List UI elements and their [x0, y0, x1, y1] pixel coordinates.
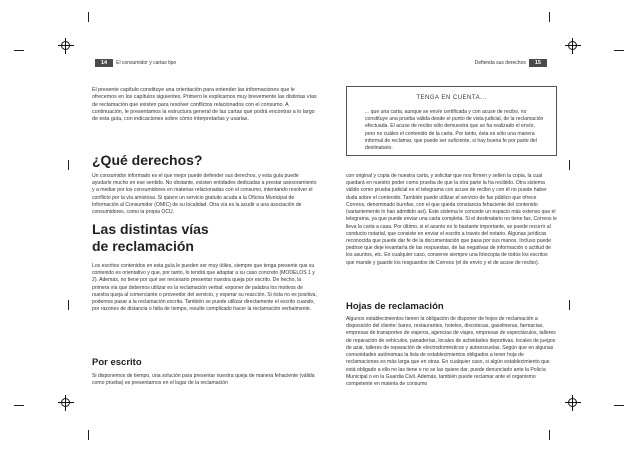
right-header — [475, 58, 550, 68]
running-title: El consumidor y cartas tipo — [116, 60, 177, 66]
page-number: 15 — [529, 59, 547, 67]
registration-mark-icon — [58, 395, 74, 411]
box-title: TENGA EN CUENTA... — [416, 95, 487, 101]
paragraph-continuation: con original y copia de nuestra carta, y solicitar que nos firmen y sellen la copia, la cual quedará en nuestro poder como prueba de que la otra parte la ha recibido. Otra sistema válido como prueba judicial es el telegrama con acuse de recibo y con él no puede haber duda sobre el contenido. También puede utilizar el servicio de fax público que ofrece Correos, denominado burofax, con el que queda constancia fehaciente del contenido (variantemente lo han admitido así). Este sistema le concede un espacio más extenso que el telegrama, ya que puede enviar una carta completa. Si el destinatario no tiene fax, Correos le lleva la carta a casa. Por último, si el asunto es lo bastante importante, se puede recurrir al conducto notarial, que consiste en enviar el escrito a través del notario. Algunas jurídicas reconocida que puede dar fe de la documentación que pasa por sus manos. Incluso puede pedirse que deje levantaría de las respuestas, de las negativas de información o actitud de los asuntos, etc. En cualquier caso, conserve siempre una fotocopia de todos los escritos que mande y guarde los resguardos de Correos (el de envío y el de acuse de recibo). — [346, 173, 557, 266]
intro-text: El presente capítulo constituye una orientación para entender las informaciones que le ofrecemos en los capítulos siguientes. Primero le explicamos muy brevemente las distintas vías de reclamación que existen para resolver conflictos relacionados con el consumo. A continuación, le presentamos la estructura general de las cartas que podrá encontrar a lo largo de esta guía, con indicaciones sobre cómo interpretarlas y usarlas. — [92, 87, 317, 123]
registration-mark-icon — [565, 38, 581, 54]
crop-mark — [14, 50, 24, 51]
crop-mark — [549, 430, 550, 440]
crop-mark — [614, 405, 624, 406]
registration-mark-icon — [58, 38, 74, 54]
heading-que-derechos: ¿Qué derechos? — [92, 152, 203, 168]
crop-mark — [68, 160, 69, 170]
crop-mark — [88, 12, 89, 22]
crop-mark — [569, 160, 570, 170]
heading-line-1: Las distintas vías — [92, 221, 209, 237]
paragraph-derechos: Un consumidor informado es el que mejor puede defender sus derechos, y esta guía puede ayudarle mucho en ese sentido. No obstante, existen entidades dedicadas a prestar asesoramiento y a mediar por los consumidores en materias relacionadas con el consumo, intentando resolver el conflicto por la vía amistosa. Si quiere un servicio gratuito acuda a la Oficina Municipal de Información al Consumidor (OMIC) de su localidad. Otra vía es la acudir a una asociación de consumidores, como la propia OCU. — [92, 173, 317, 216]
registration-mark-icon — [565, 395, 581, 411]
tenga-en-cuenta-box — [346, 86, 557, 156]
heading-distintas-vias — [92, 221, 209, 254]
running-title: Defienda sus derechos — [474, 60, 526, 66]
left-header — [92, 58, 176, 68]
page-number: 14 — [95, 59, 113, 67]
crop-mark — [549, 12, 550, 22]
paragraph-hojas: Algunos establecimientos tienen la obligación de disponer de hojes de reclamación a disposición del cliente: bares, restaurantes, hoteles, discotecas, gasolineras, farmacias, empresas de transportes de viajeros, agencias de viajes, empresas de espectáculos, talleres de reparación de vehículos, panaderías, locales de actividades deportivas, locales de juegos de azar, talleres de reparación de electrodomésticos y autoescuelas. Según que en algunas comunidades autónomas la lista de establecimientos obligados a tener hoja de reclamaciones es más larga que en otras. En cualquier caso, si algún establecimiento que está obligado a ello no las tiene o no se las quiere dar, puede denunciarlo ante la Policía Municipal o en la Guardia Civil. Además, también puede reclamar ante el organismo competente en materia de consumo — [346, 316, 556, 387]
heading-line-2: de reclamación — [92, 237, 194, 254]
crop-mark — [88, 430, 89, 440]
crop-mark — [569, 300, 570, 310]
box-text: ... que una carta, aunque se envíe certificada y con acuse de recibo, no constituye una prueba válida desde el punto de vista judicial, de la reclamación efectuada. El acuse de recibo sólo demuestra que se ha realizado el envío, pero no cuáles el contenido de la carta. Por tanto, ésta es sólo una manera informal de reclamar, que puede ser suficiente, si hay buena fe por parte del destinatario. — [365, 109, 544, 152]
heading-por-escrito: Por escrito — [92, 357, 142, 368]
crop-mark — [68, 300, 69, 310]
paragraph-por-escrito: Si disponemos de tiempo, una solución para presentar nuestra queja de manera fehaciente (válida como prueba) es presentarnos en el lugar de la reclamación — [92, 373, 315, 387]
paragraph-distintas: Los escritos contenidos en esta guía le pueden ser muy útiles, siempre que tenga presente que su contenido es orientativo y que, por tanto, lo tendrá que adaptar a su caso concreto (MODELOS 1 y 2). Además, no tiene por qué ser necesario presentar nuestra queja por escrito. De hecho, la primera vía que debemos utilizar es la reclamación verbal: exponer de palabra los motivos de nuestra queja al comerciante o proveedor del servicio, y esperar su reacción. Si ésta no es positiva, podemos pasar a la reclamación escrita. También se puede utilizar directamente el escrito cuando, por razones de distancia o falta de tiempo, resulte complicado hacer la reclamación verbalmente. — [92, 263, 317, 313]
crop-mark — [14, 405, 24, 406]
heading-hojas-reclamacion: Hojas de reclamación — [346, 301, 444, 312]
crop-mark — [614, 50, 624, 51]
